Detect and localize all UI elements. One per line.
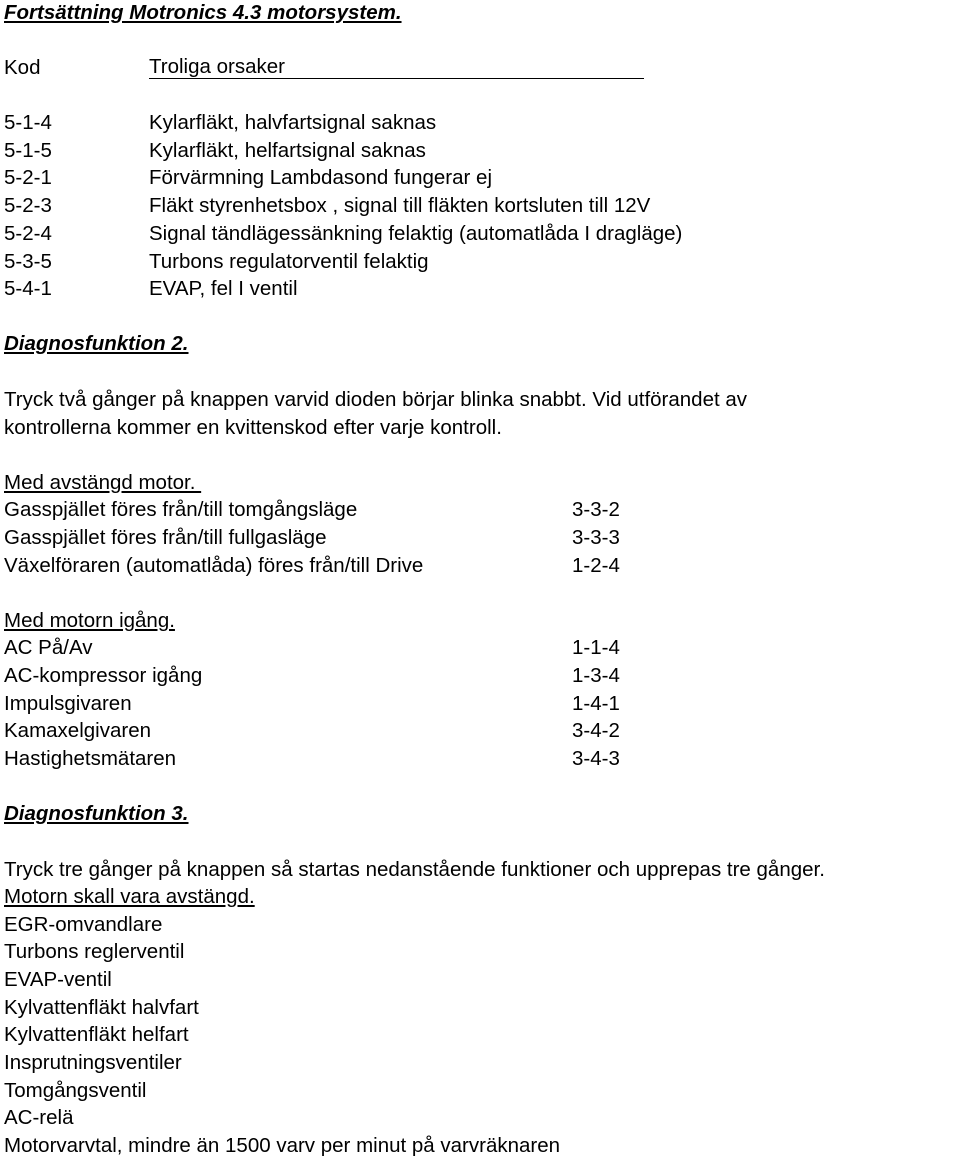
list-item: Turbons reglerventil — [4, 940, 185, 963]
check-label: AC På/Av — [4, 636, 93, 659]
list-item — [4, 692, 620, 716]
diag3-heading: Diagnosfunktion 3. — [4, 802, 189, 825]
diag3-text: Tryck tre gånger på knappen så startas nedanstående funktioner och upprepas tre gånger. — [4, 858, 825, 881]
page-title: Fortsättning Motronics 4.3 motorsystem. — [4, 1, 402, 24]
list-item: AC-relä — [4, 1106, 74, 1129]
table-row — [4, 111, 437, 135]
check-code: 1-4-1 — [572, 692, 620, 715]
engine-on-heading: Med motorn igång. — [4, 609, 175, 632]
code: 5-2-4 — [4, 222, 52, 245]
list-item: Insprutningsventiler — [4, 1051, 182, 1074]
list-item — [4, 554, 620, 578]
cause: Förvärmning Lambdasond fungerar ej — [149, 166, 492, 189]
check-label: AC-kompressor igång — [4, 664, 203, 687]
diag2-heading: Diagnosfunktion 2. — [4, 332, 189, 355]
check-code: 1-3-4 — [572, 664, 620, 687]
code: 5-1-5 — [4, 139, 52, 162]
code: 5-3-5 — [4, 250, 52, 273]
cause: Turbons regulatorventil felaktig — [149, 250, 429, 273]
check-code: 1-1-4 — [572, 636, 620, 659]
check-code: 3-3-2 — [572, 498, 620, 521]
check-label: Impulsgivaren — [4, 692, 132, 715]
check-label: Gasspjället föres från/till tomgångsläge — [4, 498, 358, 521]
check-label: Gasspjället föres från/till fullgasläge — [4, 526, 327, 549]
cause: Fläkt styrenhetsbox , signal till fläkten kortsluten till 12V — [149, 194, 651, 217]
list-item: EGR-omvandlare — [4, 913, 163, 936]
check-code: 3-4-2 — [572, 719, 620, 742]
list-item — [4, 526, 620, 550]
code: 5-2-1 — [4, 166, 52, 189]
table-row — [4, 277, 298, 301]
list-item — [4, 664, 620, 688]
list-item — [4, 719, 620, 743]
list-item — [4, 636, 620, 660]
list-item — [4, 498, 620, 522]
cause: Signal tändlägessänkning felaktig (automatlåda I dragläge) — [149, 222, 683, 245]
diag3-note: Motorn skall vara avstängd. — [4, 885, 255, 908]
code: 5-2-3 — [4, 194, 52, 217]
list-item: Motorvarvtal, mindre än 1500 varv per minut på varvräknaren — [4, 1134, 561, 1157]
cause: Kylarfläkt, halvfartsignal saknas — [149, 111, 437, 134]
list-item: Tomgångsventil — [4, 1079, 147, 1102]
table-row — [4, 222, 683, 246]
list-item: Kylvattenfläkt helfart — [4, 1023, 189, 1046]
table-row — [4, 250, 429, 274]
check-code: 3-3-3 — [572, 526, 620, 549]
check-code: 3-4-3 — [572, 747, 620, 770]
table-row — [4, 194, 651, 218]
orsaker-header: Troliga orsaker — [149, 56, 644, 79]
cause: EVAP, fel I ventil — [149, 277, 298, 300]
check-label: Kamaxelgivaren — [4, 719, 151, 742]
table-header — [4, 55, 285, 80]
diag2-text: kontrollerna kommer en kvittenskod efter varje kontroll. — [4, 416, 502, 439]
check-label: Hastighetsmätaren — [4, 747, 177, 770]
kod-header: Kod — [4, 56, 41, 79]
check-label: Växelföraren (automatlåda) föres från/till Drive — [4, 554, 424, 577]
list-item: Kylvattenfläkt halvfart — [4, 996, 199, 1019]
engine-off-heading: Med avstängd motor. — [4, 471, 202, 494]
code: 5-1-4 — [4, 111, 52, 134]
cause: Kylarfläkt, helfartsignal saknas — [149, 139, 426, 162]
list-item: EVAP-ventil — [4, 968, 112, 991]
table-row — [4, 166, 492, 190]
check-code: 1-2-4 — [572, 554, 620, 577]
diag2-text: Tryck två gånger på knappen varvid dioden börjar blinka snabbt. Vid utförandet av — [4, 388, 748, 411]
table-row — [4, 139, 426, 163]
list-item — [4, 747, 620, 771]
code: 5-4-1 — [4, 277, 52, 300]
